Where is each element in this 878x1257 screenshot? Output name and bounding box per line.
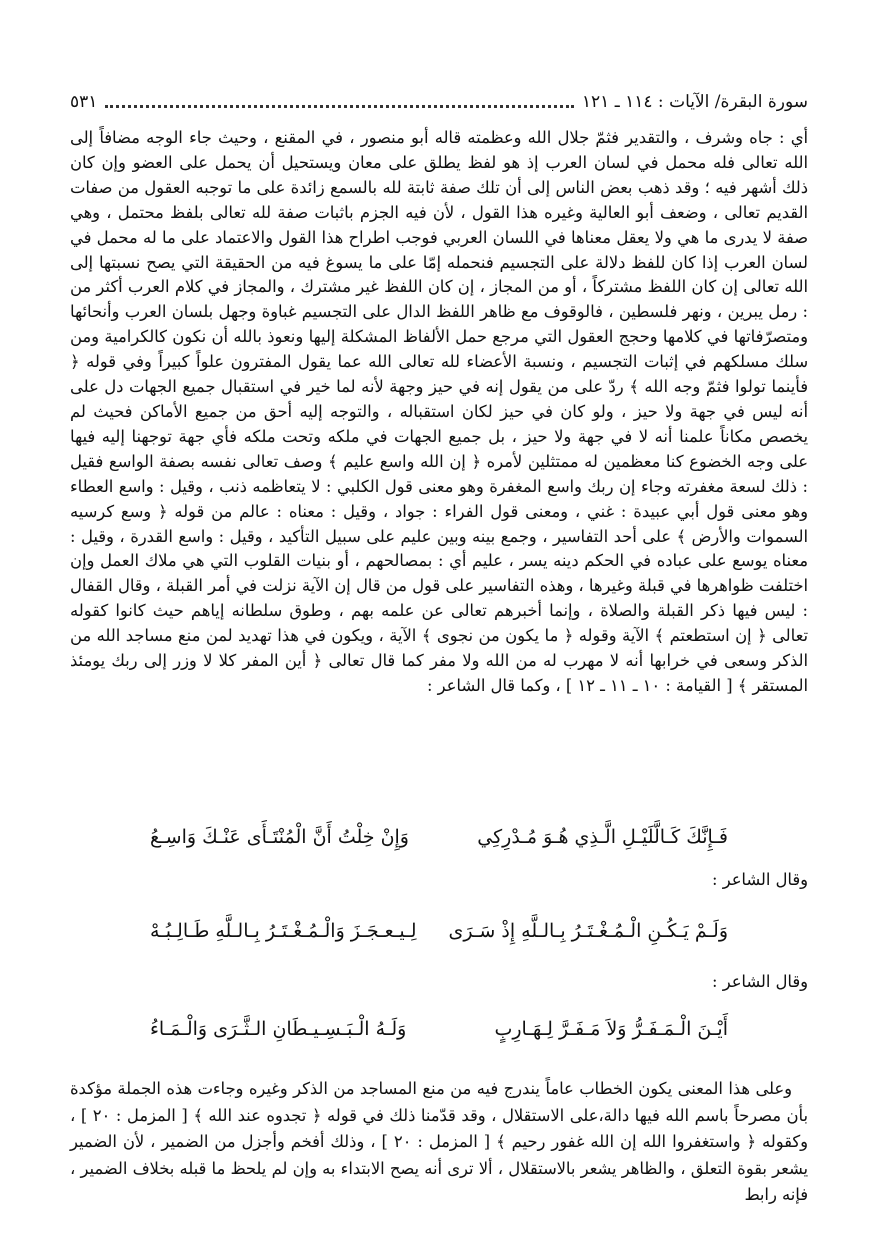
verse-hemistich-1: أَيْـنَ الْـمَـفَـرُّ وَلاَ مَـفَـرَّ لِـهَـارِبٍ bbox=[494, 1018, 728, 1040]
commentary-paragraph-1 bbox=[70, 126, 808, 699]
header-dot-leader bbox=[105, 103, 574, 108]
poet-intro-label: وقال الشاعر : bbox=[712, 870, 808, 889]
verse-hemistich-2: لِـيـعـجَـزَ وَالْـمُـغْـتَـرُ بِـالـلَّهِ طَـالِـبُـهْ bbox=[150, 920, 417, 942]
surah-title: سورة البقرة/ الآيات : ١١٤ ـ ١٢١ bbox=[581, 92, 808, 112]
poem-verse-3 bbox=[150, 1018, 728, 1040]
paragraph-text: أي : جاه وشرف ، والتقدير فثمّ جلال الله وعظمته قاله أبو منصور ، في المقنع ، وحيث جاء الوجه مضافاً إلى الله تعالى فله محمل في لسان العرب إذ هو لفظ يطلق على معان ويستحيل أن يحمل على العضو وإن كان ذلك أشهر فيه ؛ وقد ذهب بعض الناس إلى أن تلك صفة ثابتة لله بالسمع زائدة على ما توجبه العقول من صفات القديم تعالى ، وضعف أبو العالية وغيره هذا القول ، لأن فيه الجزم باثبات صفة لله تعالى بلفظ محتمل ، وهي صفة لا يدرى ما هي ولا يعقل معناها في اللسان العربي فوجب اطراح هذا القول والاعتماد على ما له محمل في لسان العرب إذا كان للفظ دلالة على التجسيم فنحمله إمّا على ما يسوغ فيه من الحقيقة التي يصح نسبتها إلى الله تعالى إن كان اللفظ مشتركاً ، أو من المجاز ، إن كان اللفظ غير مشترك ، والمجاز في كلام العرب أكثر من : رمل يبرين ، ونهر فلسطين ، فالوقوف مع ظاهر اللفظ الدال على التجسيم غباوة وجهل بلسان العرب وأنحائها ومتصرّفاتها في كلامها وحجج العقول التي مرجع حمل الألفاظ المشكلة إليها ونعوذ بالله أن نكون كالكرامية ومن سلك مسلكهم في إثبات التجسيم ، ونسبة الأعضاء لله تعالى الله عما يقول المفترون علواً كبيراً وفي قوله ﴿ فأينما تولوا فثمّ وجه الله ﴾ ردّ على من يقول إنه في حيز وجهة لأنه لما خير في استقبال جميع الجهات دل على أنه ليس في جهة ولا حيز ، ولو كان في حيز لكان استقباله ، والتوجه إليه أحق من جميع الأماكن فحيث لم يخصص مكاناً علمنا أنه لا في جهة ولا حيز ، بل جميع الجهات في ملكه وتحت ملكه فأي جهة توجهنا إليه فيها على وجه الخضوع كنا معظمين له ممتثلين لأمره ﴿ إن الله واسع عليم ﴾ وصف تعالى نفسه بصفة الواسع فقيل : ذلك لسعة مغفرته وجاء إن ربك واسع المغفرة وهو معنى قول الكلبي : لا يتعاظمه ذنب ، وقيل : واسع العطاء وهو معنى قول أبي عبيدة : غني ، ومعنى قول الفراء : جواد ، وقيل : معناه : عالم من قوله ﴿ وسع كرسيه السموات والأرض ﴾ على أحد التفاسير ، وجمع بينه وبين عليم على سبيل التأكيد ، وقيل : واسع القدرة ، وقيل : معناه يوسع على عباده في الحكم دينه يسر ، عليم أي : بمصالحهم ، أو بنيات القلوب التي هي ملاك العمل وإن اختلفت ظواهرها في قبلة وغيرها ، وهذه التفاسير على قول من قال إن الآية نزلت في أمر القبلة ، وقال القفال : ليس فيها ذكر القبلة والصلاة ، وإنما أخبرهم تعالى عن علمه بهم ، وطوق سلطانه إياهم حيث كانوا كقوله تعالى ﴿ إن استطعتم ﴾ الآية وقوله ﴿ ما يكون من نجوى ﴾ الآية ، ويكون في هذا تهديد لمن منع مساجد الله من الذكر وسعى في خرابها أنه لا مهرب له من الله ولا مفر كما قال تعالى ﴿ أين المفر كلا لا وزر إلى ربك يومئذ المستقر ﴾ [ القيامة : ١٠ ـ ١١ ـ ١٢ ] ، وكما قال الشاعر : bbox=[70, 128, 808, 695]
verse-hemistich-2: وَلَـهُ الْـبَـسِـيـطَانِ الـثَّـرَى وَالْـمَـاءُ bbox=[150, 1018, 407, 1040]
running-header bbox=[70, 90, 808, 114]
commentary-paragraph-2 bbox=[70, 1076, 808, 1209]
verse-hemistich-1: وَلَـمْ يَـكُـنِ الْـمُـغْـتَـرُ بِـالـلَّهِ إِذْ سَـرَى bbox=[448, 920, 728, 942]
paragraph-text: وعلى هذا المعنى يكون الخطاب عاماً يندرج فيه من منع المساجد من الذكر وغيره وجاءت هذه الجملة مؤكدة بأن مصرحاً باسم الله فيها دالة،على الاستقلال ، وقد قدّمنا ذلك في قوله ﴿ تجدوه عند الله ﴾ [ المزمل : ٢٠ ] ، وكقوله ﴿ واستغفروا الله إن الله غفور رحيم ﴾ [ المزمل : ٢٠ ] ، وذلك أفخم وأجزل من الضمير ، لأن الضمير يشعر بقوة التعلق ، والظاهر يشعر بالاستقلال ، ألا ترى أنه يصح الابتداء به وإن لم يلحظ ما قبله بخلاف الضمير ، فإنه رابط bbox=[70, 1079, 808, 1204]
poet-intro-label: وقال الشاعر : bbox=[712, 972, 808, 991]
poem-verse-2 bbox=[150, 920, 728, 942]
page-number: ٥٣١ bbox=[70, 92, 98, 112]
poem-verse-1 bbox=[150, 826, 728, 848]
verse-hemistich-2: وَإِنْ خِلْتُ أَنَّ الْمُنْتَـأَى عَنْـكَ وَاسِـعُ bbox=[150, 826, 409, 848]
verse-hemistich-1: فَـإِنَّكَ كَـالَّلَيْـلِ الَّـذِي هُـوَ مُـدْرِكِي bbox=[477, 826, 728, 848]
